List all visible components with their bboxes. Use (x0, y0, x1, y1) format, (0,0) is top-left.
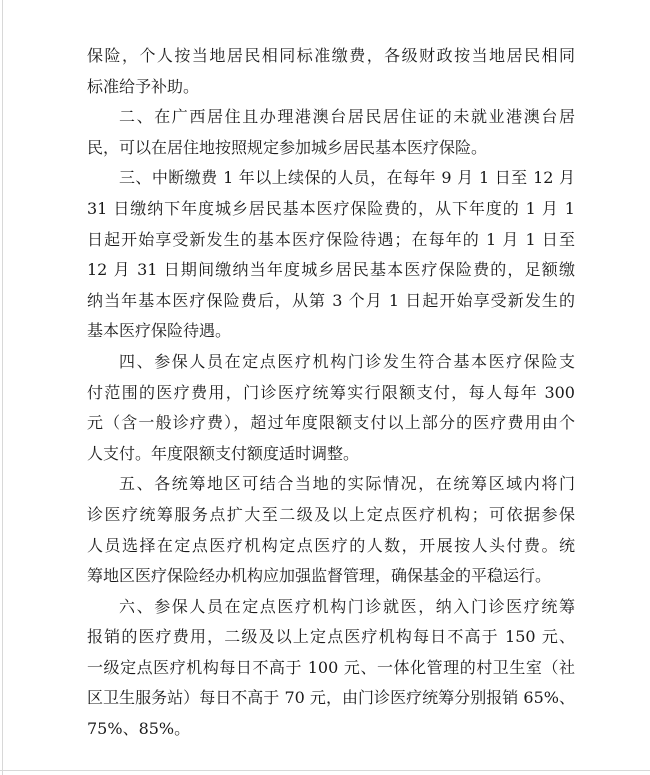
text-line: 标准给予补助。 (87, 76, 200, 96)
text-line: 区卫生服务站）每日不高于 70 元，由门诊医疗统筹分别报销 65%、 (87, 688, 575, 708)
text-line: 民，可以在居住地按照规定参加城乡居民基本医疗保险。 (87, 137, 488, 157)
paragraph-item-4 (87, 347, 575, 469)
text-line: 31 日缴纳下年度城乡居民基本医疗保险费的，从下年度的 1 月 1 (87, 198, 575, 218)
text-line: 报销的医疗费用，二级及以上定点医疗机构每日不高于 150 元、 (87, 627, 575, 647)
text-line: 二、在广西居住且办理港澳台居民居住证的未就业港澳台居 (119, 107, 575, 127)
text-line: 四、参保人员在定点医疗机构门诊发生符合基本医疗保险支 (119, 351, 575, 371)
page-left-border (2, 0, 3, 775)
text-line: 诊医疗统筹服务点扩大至二级及以上定点医疗机构；可依据参保 (87, 504, 575, 524)
paragraph-item-2 (87, 102, 575, 163)
document-body (87, 41, 575, 745)
text-line: 人员选择在定点医疗机构定点医疗的人数，开展按人头付费。统 (87, 535, 575, 555)
text-line: 人支付。年度限额支付额度适时调整。 (87, 443, 360, 463)
text-line: 元（含一般诊疗费），超过年度限额支付以上部分的医疗费用由个 (87, 413, 575, 433)
text-line: 基本医疗保险待遇。 (87, 321, 232, 341)
text-line: 一级定点医疗机构每日不高于 100 元、一体化管理的村卫生室（社 (87, 657, 575, 677)
text-line: 筹地区医疗保险经办机构应加强监督管理，确保基金的平稳运行。 (87, 566, 552, 586)
text-line: 三、中断缴费 1 年以上续保的人员，在每年 9 月 1 日至 12 月 (119, 168, 575, 188)
paragraph-continued-subsidy (87, 41, 575, 102)
text-line: 付范围的医疗费用，门诊医疗统筹实行限额支付，每人每年 300 (87, 382, 575, 402)
paragraph-item-6 (87, 592, 575, 745)
text-line: 六、参保人员在定点医疗机构门诊就医，纳入门诊医疗统筹 (119, 596, 575, 616)
text-line: 保险，个人按当地居民相同标准缴费，各级财政按当地居民相同 (87, 46, 575, 65)
paragraph-item-3 (87, 163, 575, 347)
text-line: 日起开始享受新发生的基本医疗保险待遇；在每年的 1 月 1 日至 (87, 229, 575, 249)
page-bottom-border (0, 770, 650, 771)
text-line: 纳当年基本医疗保险费后，从第 3 个月 1 日起开始享受新发生的 (87, 290, 575, 310)
text-line: 五、各统筹地区可结合当地的实际情况，在统筹区域内将门 (119, 474, 575, 494)
text-line: 12 月 31 日期间缴纳当年度城乡居民基本医疗保险费的，足额缴 (87, 260, 575, 280)
paragraph-item-5 (87, 469, 575, 591)
text-line: 75%、85%。 (87, 719, 191, 739)
